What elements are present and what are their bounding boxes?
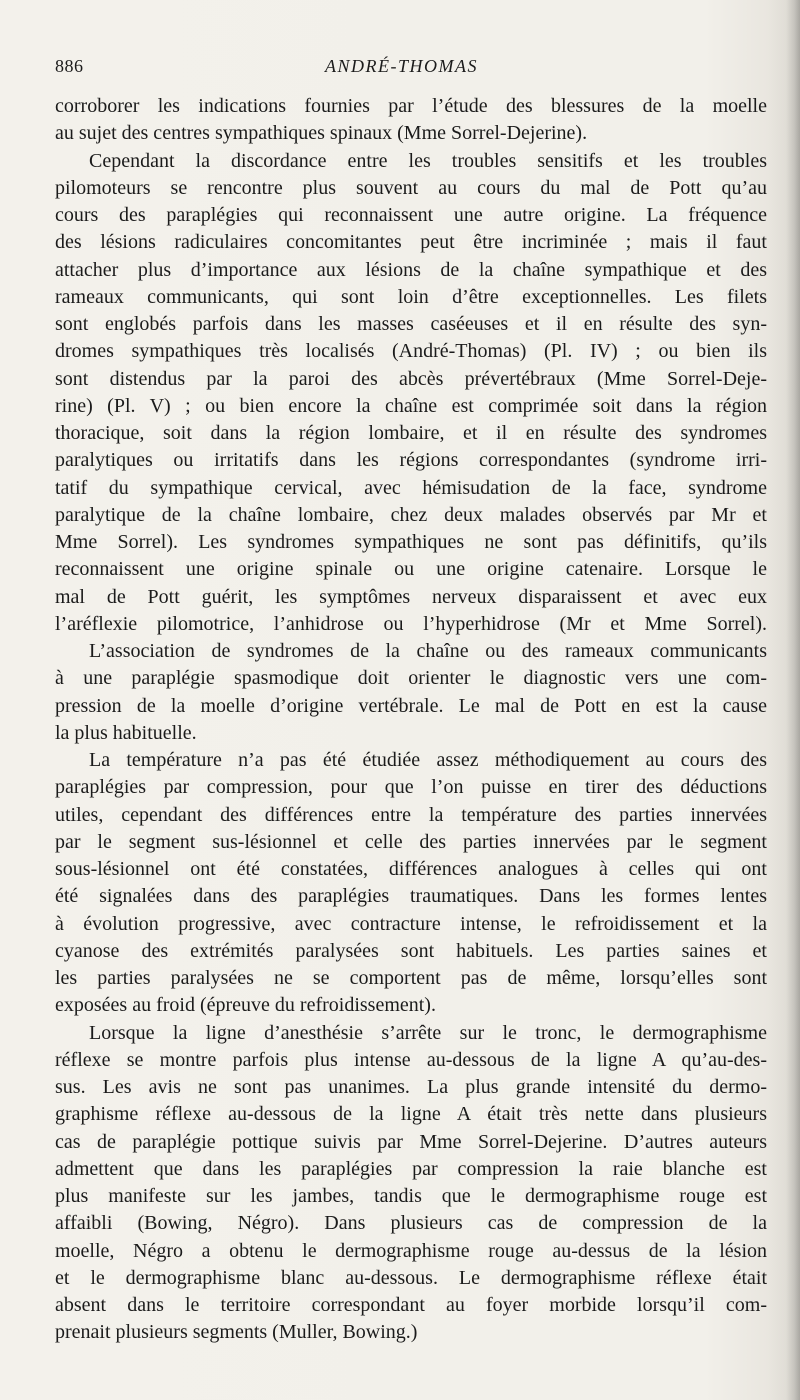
text-line: paraplégies par compression, pour que l’on puisse en tirer des déductions <box>55 776 767 799</box>
text-line: exposées au froid (épreuve du refroidissement). <box>55 994 436 1017</box>
text-line: cas de paraplégie pottique suivis par Mme Sorrel-Dejerine. D’autres auteurs <box>55 1130 767 1153</box>
text-line: attacher plus d’importance aux lésions de la chaîne sympathique et des <box>55 258 767 281</box>
text-line: paralytique de la chaîne lombaire, chez deux malades observés par Mr et <box>55 503 767 526</box>
text-line: Cependant la discordance entre les troubles sensitifs et les troubles <box>89 149 767 172</box>
text-line: prenait plusieurs segments (Muller, Bowing.) <box>55 1321 418 1344</box>
text-line: L’association de syndromes de la chaîne ou des rameaux communicants <box>89 640 767 662</box>
text-line: l’aréflexie pilomotrice, l’anhidrose ou l’hyperhidrose (Mr et Mme Sorrel). <box>55 612 767 635</box>
text-line: cyanose des extrémités paralysées sont habituels. Les parties saines et <box>55 939 767 962</box>
text-line: rine) (Pl. V) ; ou bien encore la chaîne est comprimée soit dans la région <box>55 394 767 417</box>
text-line: thoracique, soit dans la région lombaire, et il en résulte des syndromes <box>55 422 767 444</box>
text-line: des lésions radiculaires concomitantes peut être incriminée ; mais il faut <box>55 231 767 254</box>
text-line: moelle, Négro a obtenu le dermographisme rouge au-dessus de la lésion <box>55 1239 767 1262</box>
text-line: à une paraplégie spasmodique doit orienter le diagnostic vers une com- <box>55 667 767 690</box>
text-line: pression de la moelle d’origine vertébrale. Le mal de Pott en est la cause <box>55 694 767 717</box>
text-line: mal de Pott guérit, les symptômes nerveux disparaissent et avec eux <box>55 585 767 608</box>
body-text <box>55 93 767 1347</box>
text-line: cours des paraplégies qui reconnaissent une autre origine. La fréquence <box>55 204 767 226</box>
page-number: 886 <box>55 56 84 76</box>
text-line: été signalées dans des paraplégies traumatiques. Dans les formes lentes <box>55 885 767 908</box>
text-line: au sujet des centres sympathiques spinaux (Mme Sorrel-Dejerine). <box>55 122 588 145</box>
text-line: absent dans le territoire correspondant au foyer morbide lorsqu’il com- <box>55 1294 767 1316</box>
text-line: Mme Sorrel). Les syndromes sympathiques ne sont pas définitifs, qu’ils <box>55 531 767 553</box>
text-line: dromes sympathiques très localisés (André-Thomas) (Pl. IV) ; ou bien ils <box>55 340 767 363</box>
running-title: ANDRÉ-THOMAS <box>325 56 478 76</box>
text-line: réflexe se montre parfois plus intense au-dessous de la ligne A qu’au-des- <box>55 1048 767 1071</box>
text-line: reconnaissent une origine spinale ou une origine catenaire. Lorsque le <box>55 558 767 581</box>
text-line: affaibli (Bowing, Négro). Dans plusieurs cas de compression de la <box>55 1212 767 1235</box>
text-line: admettent que dans les paraplégies par compression la raie blanche est <box>55 1157 767 1180</box>
text-line: utiles, cependant des différences entre la température des parties innervées <box>55 803 767 826</box>
text-line: tatif du sympathique cervical, avec hémisudation de la face, syndrome <box>55 476 767 499</box>
text-line: les parties paralysées ne se comportent pas de même, lorsqu’elles sont <box>55 967 767 989</box>
page-edge-shadow <box>786 0 800 1400</box>
text-line: graphisme réflexe au-dessous de la ligne A était très nette dans plusieurs <box>55 1103 767 1126</box>
text-line: corroborer les indications fournies par l’étude des blessures de la moelle <box>55 95 767 117</box>
text-line: sus. Les avis ne sont pas unanimes. La plus grande intensité du dermo- <box>55 1076 767 1098</box>
text-line: plus manifeste sur les jambes, tandis que le dermographisme rouge est <box>55 1185 767 1207</box>
text-line: et le dermographisme blanc au-dessous. Le dermographisme réflexe était <box>55 1266 767 1289</box>
text-line: La température n’a pas été étudiée assez méthodiquement au cours des <box>89 749 767 771</box>
text-line: par le segment sus-lésionnel et celle des parties innervées par le segment <box>55 830 767 853</box>
text-line: pilomoteurs se rencontre plus souvent au cours du mal de Pott qu’au <box>55 176 767 199</box>
running-head <box>55 56 745 84</box>
text-line: rameaux communicants, qui sont loin d’être exceptionnelles. Les filets <box>55 285 767 308</box>
text-line: paralytiques ou irritatifs dans les régions correspondantes (syndrome irri- <box>55 449 767 472</box>
text-line: sont distendus par la paroi des abcès prévertébraux (Mme Sorrel-Deje- <box>55 367 767 390</box>
text-line: Lorsque la ligne d’anesthésie s’arrête sur le tronc, le dermographisme <box>89 1021 767 1044</box>
text-line: la plus habituelle. <box>55 721 197 744</box>
text-line: sont englobés parfois dans les masses caséeuses et il en résulte des syn- <box>55 313 767 335</box>
text-line: sous-lésionnel ont été constatées, différences analogues à celles qui ont <box>55 858 767 880</box>
text-line: à évolution progressive, avec contracture intense, le refroidissement et la <box>55 912 767 935</box>
